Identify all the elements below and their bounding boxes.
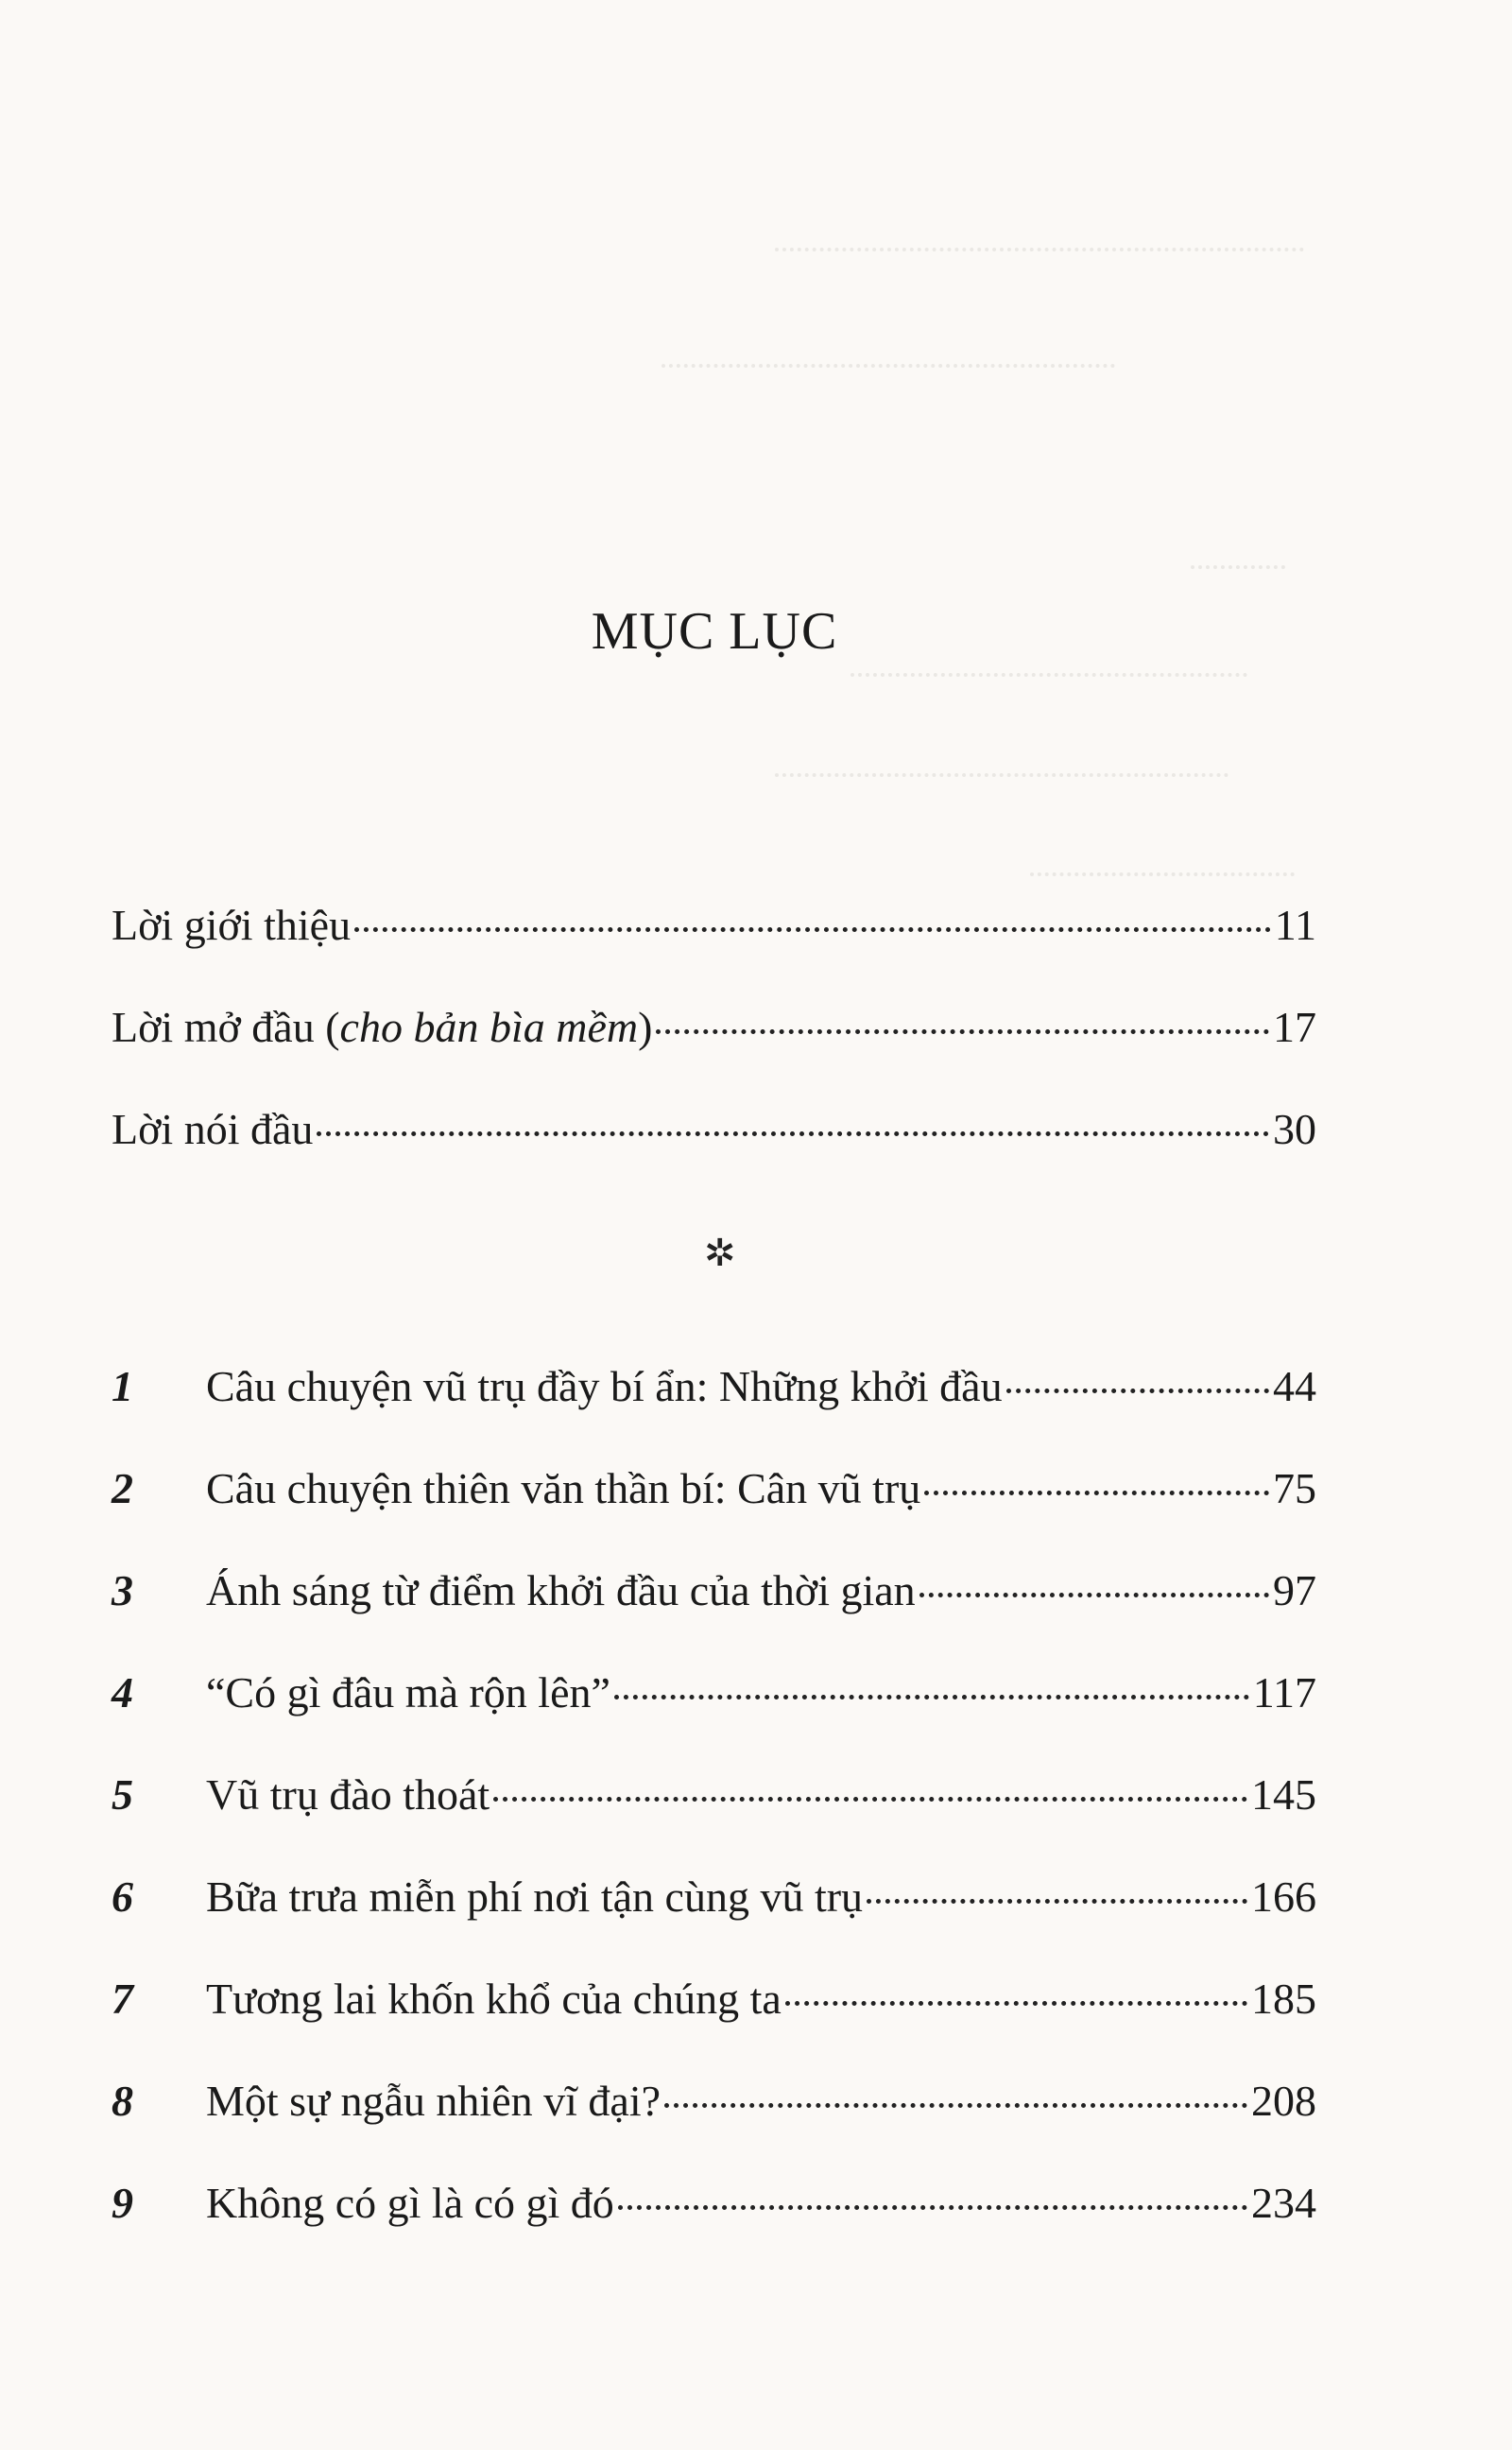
chapter-page: 75 — [1273, 1464, 1316, 1512]
chapter-number: 2 — [112, 1464, 133, 1512]
bleed-through-line — [1191, 565, 1285, 569]
chapter-number: 4 — [112, 1668, 133, 1717]
dot-leader — [354, 927, 1271, 932]
dot-leader — [785, 2001, 1247, 2006]
chapter-number: 8 — [112, 2077, 133, 2125]
dot-leader — [924, 1491, 1269, 1495]
toc-entry-foreword — [112, 1104, 1316, 1170]
dot-leader — [614, 1695, 1249, 1699]
chapter-number: 7 — [112, 1975, 133, 2023]
bleed-through-line — [1030, 872, 1295, 876]
toc-chapter-row — [112, 1769, 1316, 1836]
dot-leader — [493, 1797, 1247, 1802]
dot-leader — [664, 2103, 1247, 2108]
chapter-title: Không có gì là có gì đó — [206, 2179, 614, 2227]
chapter-title: Tương lai khốn khổ của chúng ta — [206, 1975, 782, 2023]
chapter-title: Câu chuyện thiên văn thần bí: Cân vũ trụ — [206, 1464, 921, 1512]
chapter-title: Bữa trưa miễn phí nơi tận cùng vũ trụ — [206, 1872, 864, 1921]
bleed-through-line — [850, 673, 1247, 677]
chapter-number: 6 — [112, 1872, 133, 1921]
separator-star-icon: ✲ — [704, 1232, 736, 1274]
toc-entry-page: 11 — [1274, 901, 1316, 949]
toc-chapter-row — [112, 1463, 1316, 1529]
chapter-title: Câu chuyện vũ trụ đầy bí ẩn: Những khởi đầu — [206, 1362, 1003, 1410]
bleed-through-line — [775, 248, 1304, 251]
dot-leader — [317, 1131, 1269, 1136]
chapter-page: 208 — [1251, 2077, 1316, 2125]
bleed-through-line — [775, 773, 1228, 777]
toc-chapter-row — [112, 2076, 1316, 2142]
chapter-number: 9 — [112, 2179, 133, 2227]
chapter-title: Một sự ngẫu nhiên vĩ đại? — [206, 2077, 662, 2125]
dot-leader — [618, 2205, 1247, 2210]
chapter-title: “Có gì đâu mà rộn lên” — [206, 1668, 610, 1717]
toc-entry-label: Lời giới thiệu — [112, 901, 352, 949]
toc-entry-introduction — [112, 900, 1316, 966]
toc-chapter-row — [112, 1974, 1316, 2040]
bleed-through-line — [662, 364, 1115, 368]
toc-chapter-row — [112, 1872, 1316, 1938]
toc-entry-label-part: Lời mở đầu ( — [112, 1003, 340, 1051]
page-title: MỤC LỤC — [591, 601, 838, 661]
toc-chapter-row — [112, 1565, 1316, 1631]
chapter-page: 185 — [1251, 1975, 1316, 2023]
chapter-title: Vũ trụ đào thoát — [206, 1770, 490, 1819]
toc-entry-page: 17 — [1273, 1003, 1316, 1051]
chapter-page: 97 — [1273, 1566, 1316, 1614]
dot-leader — [867, 1899, 1247, 1904]
chapter-title: Ánh sáng từ điểm khởi đầu của thời gian — [206, 1566, 916, 1614]
toc-chapter-row — [112, 1667, 1316, 1734]
chapter-number: 3 — [112, 1566, 133, 1614]
toc-entry-label-part: ) — [638, 1003, 653, 1051]
chapter-number: 5 — [112, 1770, 133, 1819]
toc-entry-label — [112, 1002, 652, 1052]
dot-leader — [1006, 1389, 1269, 1393]
chapter-page: 44 — [1273, 1362, 1316, 1410]
chapter-page: 145 — [1251, 1770, 1316, 1819]
chapter-page: 117 — [1252, 1668, 1316, 1717]
toc-chapter-row — [112, 1361, 1316, 1427]
dot-leader — [919, 1593, 1269, 1597]
chapter-page: 166 — [1251, 1872, 1316, 1921]
toc-entry-label: Lời nói đầu — [112, 1105, 314, 1153]
chapter-number: 1 — [112, 1362, 133, 1410]
toc-entry-page: 30 — [1273, 1105, 1316, 1153]
toc-entry-opening — [112, 1002, 1316, 1068]
chapter-page: 234 — [1251, 2179, 1316, 2227]
toc-chapter-row — [112, 2178, 1316, 2244]
toc-entry-label-italic: cho bản bìa mềm — [339, 1003, 639, 1051]
dot-leader — [656, 1029, 1269, 1034]
